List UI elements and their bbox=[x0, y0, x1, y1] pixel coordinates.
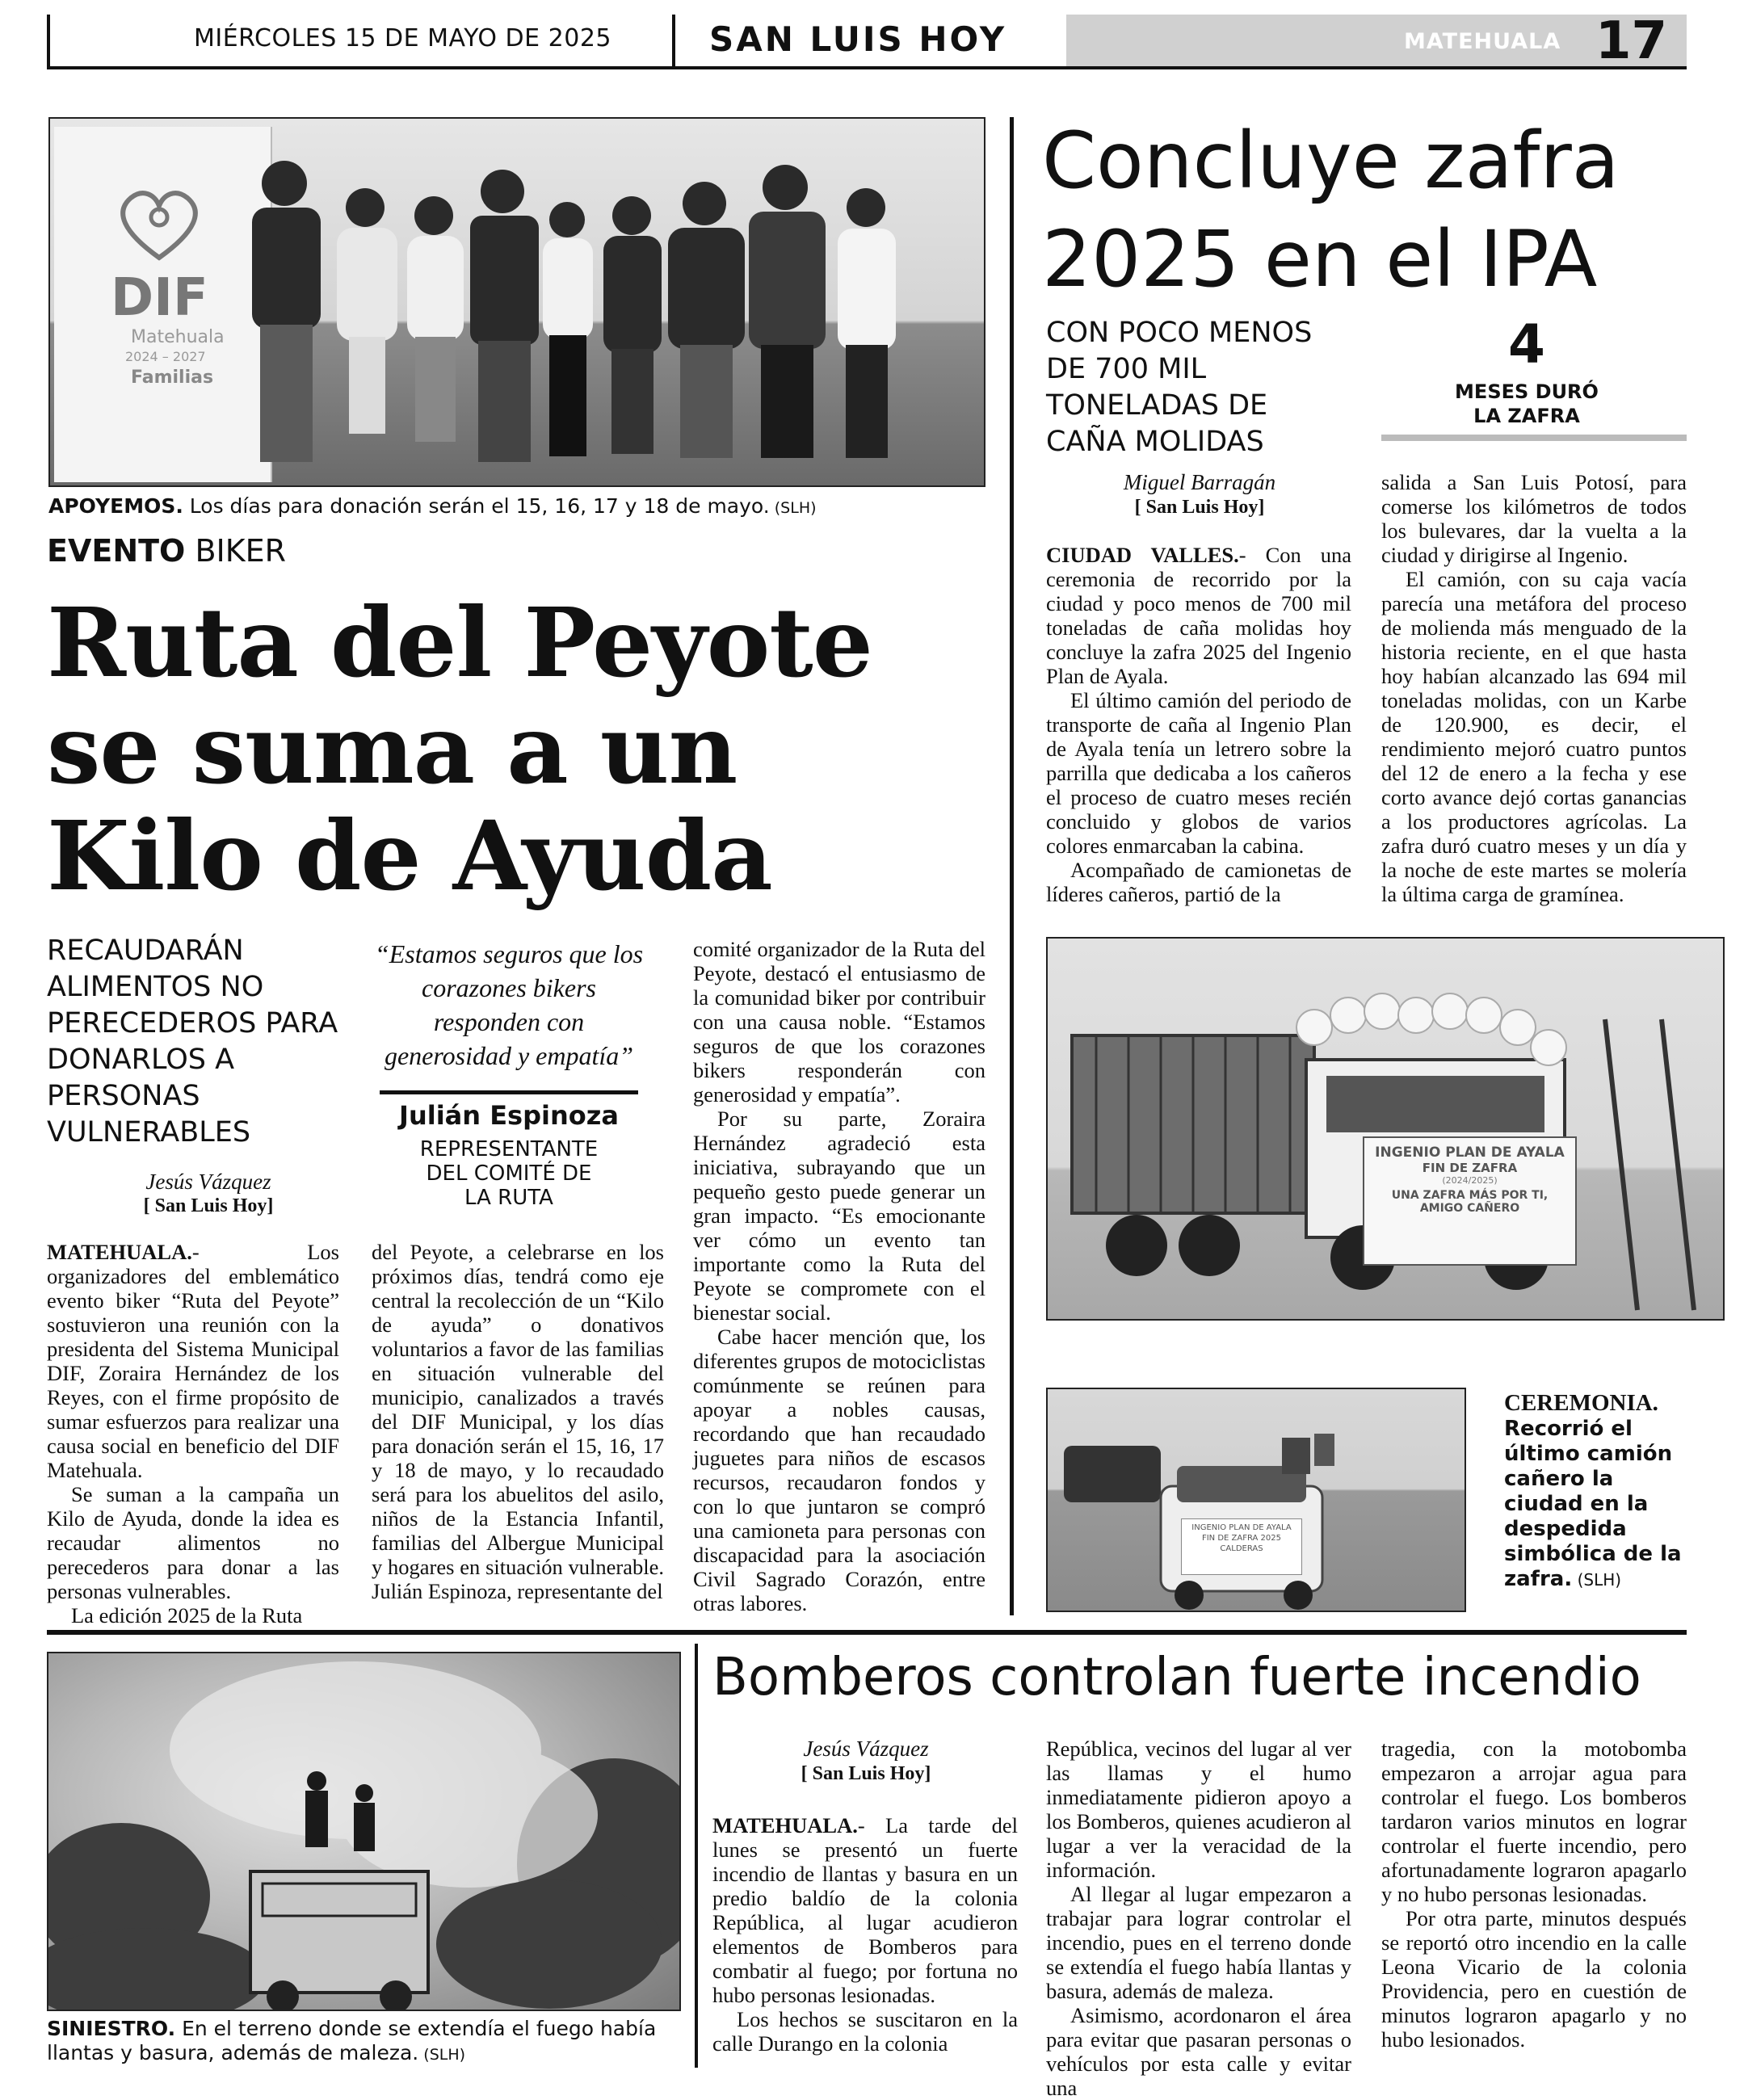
paragraph: El camión, con su caja vacía parecía una metáfora del proceso de molienda más menguado de la historia reciente, en el que hasta hoy habían alcanzado las 694 mil toneladas molidas, con un Karbe de 120.900, es decir, el rendimiento mejoró cuatro puntos del 12 de enero a la fecha y ese corto avance dejó cortas ganancias a los productores agrícolas. La zafra duró cuatro meses y un día y la noche de este martes se molería la última carga de gramínea. bbox=[1381, 567, 1687, 906]
paragraph: Al llegar al lugar empezaron a trabajar para lograr controlar el incendio, pues en el terreno donde se extendía el fuego había llantas y basura, además de maleza. bbox=[1046, 1882, 1351, 2003]
dateline: CIUDAD VALLES. bbox=[1046, 543, 1239, 567]
paragraph-text: - Los organizadores del emblemático evento biker “Ruta del Peyote” sostuvieron una reunión con la presidenta del Sistema Municipal DIF, Zoraira Hernández de los Reyes, con el firme propósito de sumar esfuerzos para realizar una causa social en beneficio del DIF Matehuala. bbox=[47, 1240, 339, 1482]
zafra-stat-label: MESES DURÓ LA ZAFRA bbox=[1455, 380, 1599, 427]
caption-text: Los días para donación serán el 15, 16, 17 y 18 de mayo. bbox=[183, 494, 770, 518]
truck-banner bbox=[1363, 1136, 1577, 1266]
dif-logo-name: DIF bbox=[111, 268, 208, 328]
dif-logo-tag: Familias bbox=[131, 368, 214, 388]
caption-lead: CEREMONIA. bbox=[1504, 1390, 1658, 1416]
dif-photo-caption bbox=[48, 494, 985, 520]
dif-logo-years: 2024 – 2027 bbox=[125, 349, 206, 364]
banner-line-3: (2024/2025) bbox=[1442, 1175, 1498, 1186]
zafra-stat-number: 4 bbox=[1508, 313, 1545, 376]
paragraph bbox=[1046, 543, 1351, 688]
section-separator-bottom bbox=[47, 1630, 1687, 1635]
banner-line-2: FIN DE ZAFRA bbox=[1422, 1161, 1518, 1175]
paragraph: del Peyote, a celebrarse en los próximos días, tendrá como eje central la recolección de un “Kilo de ayuda” o donativos voluntarios a favor de las familias en situación vulnerable del municipio, canalizados a través del DIF Municipal, y los días para donación serán el 15, 16, 17 y 18 de mayo, y lo recaudado será para los abuelitos del asilo, niños de la Estancia Infantil, familias del Albergue Municipal y hogares en situación vulnerable. Julián Espinoza, representante del bbox=[372, 1240, 664, 1603]
paragraph: Cabe hacer mención que, los diferentes grupos de motociclistas comúnmente se reúnen para apoyar a nobles causas, recordando que han recaudado juguetes para niños de escasos recursos, recaudaron fondos y con lo que juntaron se compró una camioneta para personas con discapacidad para la asociación Civil Sagrado Corazón, entre otras labores. bbox=[693, 1325, 985, 1615]
kicker-bold: EVENTO bbox=[47, 533, 186, 569]
caption-text: En el terreno donde se extendía el fuego había llantas y basura, además de maleza. bbox=[47, 2017, 657, 2064]
paragraph: República, vecinos del lugar al ver las llamas y el humo inmediatamente pidieron apoyo a los Bomberos, quienes acudieron al lugar a ver la veracidad de la información. bbox=[1046, 1737, 1351, 1882]
quote-speaker: Julián Espinoza bbox=[399, 1100, 619, 1131]
paragraph bbox=[712, 1813, 1018, 2007]
page-number: 17 bbox=[1595, 11, 1668, 71]
pickup-illustration bbox=[1048, 1389, 1466, 1612]
bomberos-byline-org: [ San Luis Hoy] bbox=[801, 1763, 931, 1784]
bomberos-column-3 bbox=[1381, 1737, 1687, 2052]
paragraph: La edición 2025 de la Ruta bbox=[71, 1603, 303, 1628]
zafra-column-1 bbox=[1046, 543, 1351, 906]
peyote-byline-org: [ San Luis Hoy] bbox=[143, 1195, 274, 1216]
fire-scene-illustration bbox=[48, 1653, 681, 2011]
caption-credit: (SLH) bbox=[769, 499, 817, 517]
banner-line-4: UNA ZAFRA MÁS POR TI, AMIGO CAÑERO bbox=[1391, 1189, 1549, 1215]
header-date: MIÉRCOLES 15 DE MAYO DE 2025 bbox=[194, 24, 611, 52]
dateline: MATEHUALA. bbox=[47, 1240, 192, 1264]
zafra-column-2 bbox=[1381, 470, 1687, 906]
zafra-byline-org: [ San Luis Hoy] bbox=[1134, 497, 1265, 518]
paragraph: Por otra parte, minutos después se reportó otro incendio en la calle Leona Vicario de la colonia Providencia, pero en cuestión de minutos lograron apagarlo y no hubo lesionados. bbox=[1381, 1906, 1687, 2052]
column-separator-bomberos bbox=[695, 1644, 698, 2068]
header-gray-band bbox=[1066, 15, 1687, 66]
peyote-kicker bbox=[47, 533, 286, 569]
peyote-byline-name: Jesús Vázquez bbox=[145, 1170, 271, 1194]
paragraph: tragedia, con la motobomba empezaron a arrojar agua para controlar el fuego. Los bomberos tardaron varios minutos en lograr controlar el fuerte incendio, pero afortunadamente lograron apagarlo y no hubo personas lesionadas. bbox=[1381, 1737, 1687, 1906]
peyote-column-2 bbox=[372, 1240, 664, 1603]
paragraph: Los hechos se suscitaron en la calle Durango en la colonia bbox=[712, 2007, 1018, 2056]
banner-line-1: INGENIO PLAN DE AYALA bbox=[1375, 1144, 1565, 1161]
paragraph: Acompañado de camionetas de líderes cañeros, partió de la bbox=[1046, 858, 1351, 906]
zafra-pickup-photo bbox=[1046, 1388, 1466, 1612]
quote-speaker-role: REPRESENTANTE DEL COMITÉ DE LA RUTA bbox=[419, 1137, 599, 1210]
peyote-column-1 bbox=[47, 1240, 339, 1628]
header-left-rule bbox=[47, 15, 50, 69]
peyote-column-3 bbox=[693, 937, 985, 1615]
caption-lead: APOYEMOS. bbox=[48, 494, 183, 518]
bomberos-headline: Bomberos controlan fuerte incendio bbox=[712, 1648, 1641, 1707]
kicker-rest: BIKER bbox=[185, 533, 287, 569]
zafra-stat-rule bbox=[1381, 435, 1687, 441]
fire-photo bbox=[47, 1652, 681, 2011]
caption-text: Recorrió el último camión cañero la ciudad en la despedida simbólica de la zafra. bbox=[1504, 1417, 1682, 1591]
paragraph: Por su parte, Zoraira Hernández agradeció esta iniciativa, subrayando que un pequeño gesto puede generar un gran impacto. “Es emocionante ver cómo un evento tan importante como la Ruta del Peyote se compromete con el bienestar social. bbox=[693, 1107, 985, 1325]
bomberos-column-1 bbox=[712, 1813, 1018, 2056]
zafra-deck: CON POCO MENOS DE 700 MIL TONELADAS DE CAÑA MOLIDAS bbox=[1046, 317, 1313, 458]
paragraph: Se suman a la campaña un Kilo de Ayuda, donde la idea es recaudar alimentos no perecederos para donar a las personas vulnerables. bbox=[47, 1482, 339, 1603]
bomberos-byline-name: Jesús Vázquez bbox=[803, 1737, 929, 1761]
paragraph: comité organizador de la Ruta del Peyote, destacó el entusiasmo de la comunidad biker por contribuir con una causa noble. “Estamos seguros de que los corazones bikers responderán con generosidad y empatía”. bbox=[693, 937, 985, 1107]
pull-quote-rule bbox=[380, 1090, 638, 1094]
peyote-pull-quote: “Estamos seguros que los corazones bikers responden con generosidad y empatía” bbox=[374, 939, 644, 1070]
zafra-truck-photo bbox=[1046, 937, 1725, 1321]
zafra-photo-caption bbox=[1504, 1391, 1690, 1593]
paragraph: salida a San Luis Potosí, para comerse los kilómetros de todos los bulevares, dar la vuelta a la ciudad y dirigirse al Ingenio. bbox=[1381, 470, 1687, 567]
people-group bbox=[228, 151, 979, 482]
caption-credit: (SLH) bbox=[418, 2046, 466, 2064]
column-separator-main bbox=[1010, 117, 1014, 1615]
zafra-byline-name: Miguel Barragán bbox=[1123, 470, 1276, 494]
page-header bbox=[0, 0, 1744, 73]
paragraph: Asimismo, acordonaron el área para evitar que pasaran personas o vehículos por esta calle y evitar una bbox=[1046, 2003, 1351, 2100]
dif-logo-city: Matehuala bbox=[131, 327, 225, 347]
dif-group-photo bbox=[48, 117, 985, 487]
caption-lead: SINIESTRO. bbox=[47, 2017, 176, 2040]
dif-heart-icon bbox=[115, 183, 204, 264]
paragraph-text: - Con una ceremonia de recorrido por la ciudad y poco menos de 700 mil toneladas de caña molidas hoy concluye la zafra 2025 del Ingenio Plan de Ayala. bbox=[1046, 543, 1351, 688]
header-bottom-rule bbox=[47, 66, 1687, 69]
zafra-headline: Concluye zafra 2025 en el IPA bbox=[1042, 116, 1620, 304]
paragraph bbox=[47, 1240, 339, 1482]
peyote-headline: Ruta del Peyote se suma a un Kilo de Ayuda bbox=[47, 586, 872, 912]
pickup-sign: INGENIO PLAN DE AYALA FIN DE ZAFRA 2025 CALDERAS bbox=[1181, 1518, 1302, 1575]
peyote-deck: RECAUDARÁN ALIMENTOS NO PERECEDEROS PARA DONARLOS A PERSONAS VULNERABLES bbox=[47, 934, 338, 1149]
newspaper-name: SAN LUIS HOY bbox=[709, 19, 1007, 59]
dateline: MATEHUALA. bbox=[712, 1813, 858, 1838]
header-divider bbox=[672, 15, 675, 66]
paragraph-text: - La tarde del lunes se presentó un fuerte incendio de llantas y basura en un predio baldío de la colonia República, al lugar acudieron elementos de Bomberos para combatir al fuego; por fortuna no hubo personas lesionadas. bbox=[712, 1813, 1018, 2007]
caption-credit: (SLH) bbox=[1572, 1570, 1622, 1590]
section-name: MATEHUALA bbox=[1404, 29, 1561, 54]
fire-photo-caption bbox=[47, 2017, 693, 2067]
paragraph: El último camión del periodo de transporte de caña al Ingenio Plan de Ayala tenía un letrero sobre la parrilla que dedicaba a los cañeros el proceso de cuatro meses recién concluido y globos de varios colores enmarcaban la cabina. bbox=[1046, 688, 1351, 858]
bomberos-column-2 bbox=[1046, 1737, 1351, 2100]
